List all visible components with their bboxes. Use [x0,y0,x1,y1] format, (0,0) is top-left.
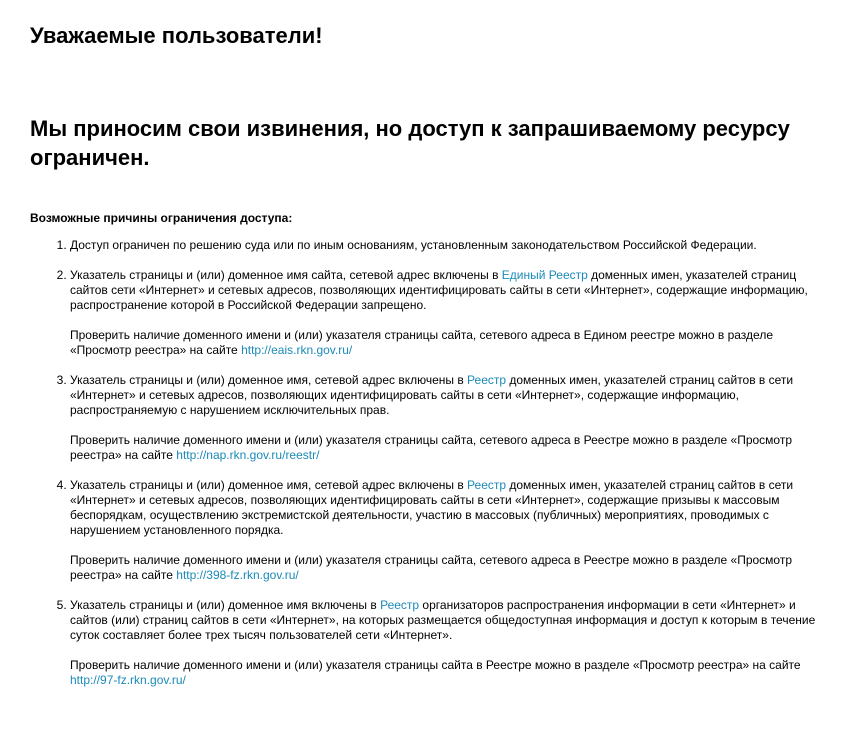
reason-text: 1. Доступ ограничен по решению суда или по иным основаниям, установленным законодательством Российской Федерации. [70,238,757,252]
reason-text: 2. Указатель страницы и (или) доменное имя сайта, сетевой адрес включены в Единый Реестр доменных имен, указателей страниц сайтов сети «Интернет» и сетевых адресов, позволяющих идентифицировать сайты в сети «Интернет», содержащие информацию, распространение которой в Российской Федерации запрещено. [70,268,808,312]
nap-site-link[interactable]: http://nap.rkn.gov.ru/reestr/ [176,448,320,462]
reason-item-3 [70,373,825,463]
reason-check-text: Проверить наличие доменного имени и (или) указателя страницы сайта, сетевого адреса в Реестре можно в разделе «Просмотр реестра» на сайте http://398-fz.rkn.gov.ru/ [70,553,793,582]
reasons-title: Возможные причины ограничения доступа: [30,211,293,225]
unified-registry-link[interactable]: Единый Реестр [501,268,588,282]
reason-item-2 [70,268,825,358]
reason-item-1 [70,238,825,253]
nap-registry-link[interactable]: Реестр [467,373,507,387]
reason-check-text: Проверить наличие доменного имени и (или) указателя страницы сайта в Реестре можно в разделе «Просмотр реестра» на сайте http://97-fz.rkn.gov.ru/ [70,658,801,687]
reason-check-text: Проверить наличие доменного имени и (или) указателя страницы сайта, сетевого адреса в Едином реестре можно в разделе «Просмотр реестра» на сайте http://eais.rkn.gov.ru/ [70,328,773,357]
reason-item-5 [70,598,825,688]
reason-check-text: Проверить наличие доменного имени и (или) указателя страницы сайта, сетевого адреса в Реестре можно в разделе «Просмотр реестра» на сайте http://nap.rkn.gov.ru/reestr/ [70,433,793,462]
97fz-registry-link[interactable]: Реестр [380,598,420,612]
reasons-list [30,238,825,703]
398fz-registry-link[interactable]: Реестр [467,478,507,492]
eais-site-link[interactable]: http://eais.rkn.gov.ru/ [241,343,353,357]
reason-text: 3. Указатель страницы и (или) доменное имя, сетевой адрес включены в Реестр доменных имен, указателей страниц сайтов в сети «Интернет» и сетевых адресов, позволяющих идентифицировать сайты в сети «Интернет», содержащие информацию, распространяемую с нарушением исключительных прав. [70,373,794,417]
reason-item-4 [70,478,825,583]
reason-text: 4. Указатель страницы и (или) доменное имя, сетевой адрес включены в Реестр доменных имен, указателей страниц сайтов в сети «Интернет» и сетевых адресов, позволяющих идентифицировать сайты в сети «Интернет», содержащие призывы к массовым беспорядкам, осуществлению экстремистской деятельности, участию в массовых (публичных) мероприятиях, проводимых с нарушением установленного порядка. [70,478,794,537]
greeting-heading: Уважаемые пользователи! [30,23,323,48]
97fz-site-link[interactable]: http://97-fz.rkn.gov.ru/ [70,673,186,687]
398fz-site-link[interactable]: http://398-fz.rkn.gov.ru/ [176,568,299,582]
apology-heading: Мы приносим свои извинения, но доступ к запрашиваемому ресурсу ограничен. [30,116,790,170]
reason-text: 5. Указатель страницы и (или) доменное имя включены в Реестр организаторов распространения информации в сети «Интернет» и сайтов (или) страниц сайтов в сети «Интернет», на которых размещается общедоступная информация и доступ к которым в течение суток составляет более трех тысяч пользователей сети «Интернет». [70,598,816,642]
